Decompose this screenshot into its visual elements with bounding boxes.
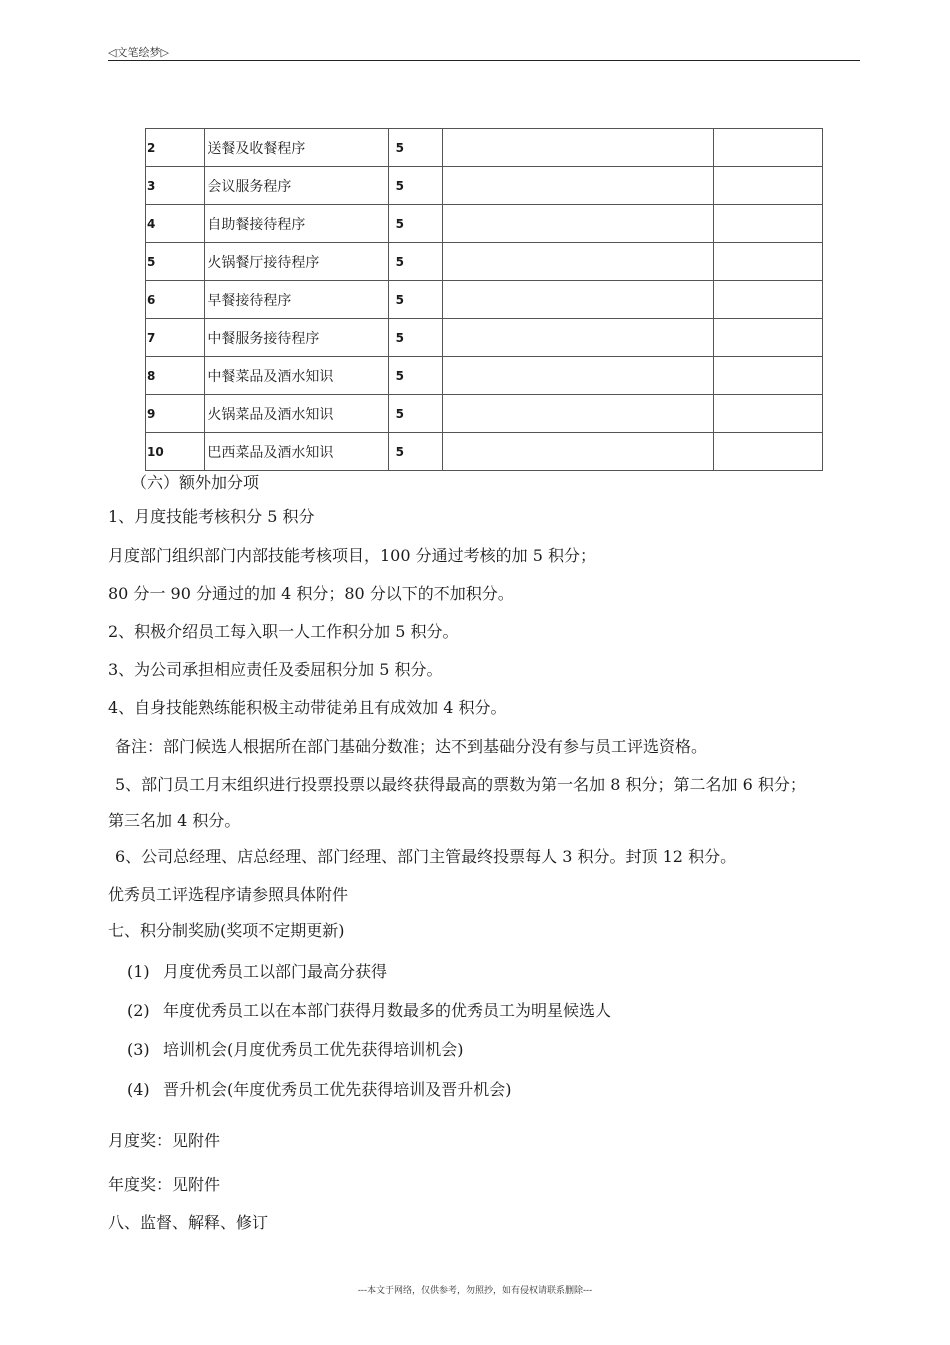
row-item: 火锅餐厅接待程序 (205, 243, 388, 281)
row-blank-cell (443, 243, 714, 281)
row-blank-cell (713, 433, 822, 471)
page-header: ◁文笔绘梦▷ (108, 46, 169, 59)
item-5-line-1: 5、部门员工月末组织进行投票投票以最终获得最高的票数为第一名加 8 积分；第二名加 6 积分； (115, 775, 806, 794)
row-number: 4 (146, 205, 205, 243)
row-points: 5 (388, 395, 442, 433)
row-number: 2 (146, 129, 205, 167)
table-row (146, 395, 823, 433)
table-row (146, 319, 823, 357)
reward-1-number: (1) (127, 962, 150, 981)
row-points: 5 (388, 167, 442, 205)
row-blank-cell (713, 243, 822, 281)
table-row (146, 357, 823, 395)
row-item: 会议服务程序 (205, 167, 388, 205)
header-rule (108, 60, 860, 61)
item-4: 4、自身技能熟练能积极主动带徒弟且有成效加 4 积分。 (108, 698, 507, 717)
table-row (146, 243, 823, 281)
reward-1-text: 月度优秀员工以部门最高分获得 (163, 962, 388, 981)
row-blank-cell (443, 319, 714, 357)
table-row (146, 433, 823, 471)
page-footer: ---本文于网络，仅供参考，勿照抄，如有侵权请联系删除--- (357, 1286, 593, 1296)
row-number: 6 (146, 281, 205, 319)
item-6: 6、公司总经理、店总经理、部门经理、部门主管最终投票每人 3 积分。封顶 12 积分。 (115, 847, 737, 866)
row-points: 5 (388, 129, 442, 167)
item-5-line-2: 第三名加 4 积分。 (108, 811, 241, 830)
reward-2-number: (2) (127, 1001, 150, 1020)
row-item: 早餐接待程序 (205, 281, 388, 319)
row-blank-cell (713, 129, 822, 167)
row-number: 9 (146, 395, 205, 433)
monthly-award: 月度奖：见附件 (108, 1131, 221, 1150)
row-item: 巴西菜品及酒水知识 (205, 433, 388, 471)
note: 备注：部门候选人根据所在部门基础分数准；达不到基础分没有参与员工评选资格。 (115, 737, 708, 756)
row-blank-cell (443, 205, 714, 243)
item-1-title: 1、月度技能考核积分 5 积分 (108, 507, 315, 526)
row-points: 5 (388, 433, 442, 471)
row-item: 自助餐接待程序 (205, 205, 388, 243)
row-number: 7 (146, 319, 205, 357)
row-item: 中餐菜品及酒水知识 (205, 357, 388, 395)
row-number: 3 (146, 167, 205, 205)
item-2: 2、积极介绍员工每入职一人工作积分加 5 积分。 (108, 622, 459, 641)
row-blank-cell (713, 205, 822, 243)
row-blank-cell (443, 357, 714, 395)
table-row (146, 281, 823, 319)
row-blank-cell (713, 319, 822, 357)
row-blank-cell (443, 433, 714, 471)
row-blank-cell (443, 395, 714, 433)
row-blank-cell (713, 281, 822, 319)
score-table-body (146, 129, 823, 471)
reward-3-number: (3) (127, 1040, 150, 1059)
reward-4-number: (4) (127, 1080, 150, 1099)
reward-4-text: 晋升机会(年度优秀员工优先获得培训及晋升机会) (163, 1080, 512, 1099)
row-blank-cell (443, 167, 714, 205)
row-blank-cell (713, 357, 822, 395)
row-number: 5 (146, 243, 205, 281)
row-number: 8 (146, 357, 205, 395)
table-row (146, 129, 823, 167)
row-item: 中餐服务接待程序 (205, 319, 388, 357)
row-item: 送餐及收餐程序 (205, 129, 388, 167)
section-8-heading: 八、监督、解释、修订 (108, 1213, 269, 1232)
row-points: 5 (388, 243, 442, 281)
row-points: 5 (388, 319, 442, 357)
reward-3-text: 培训机会(月度优秀员工优先获得培训机会) (163, 1040, 464, 1059)
row-points: 5 (388, 357, 442, 395)
item-3: 3、为公司承担相应责任及委屈积分加 5 积分。 (108, 660, 443, 679)
reward-2-text: 年度优秀员工以在本部门获得月数最多的优秀员工为明星候选人 (163, 1001, 612, 1020)
row-number: 10 (146, 433, 205, 471)
table-row (146, 205, 823, 243)
row-blank-cell (443, 129, 714, 167)
score-table (145, 128, 823, 471)
row-blank-cell (713, 395, 822, 433)
row-blank-cell (713, 167, 822, 205)
row-points: 5 (388, 205, 442, 243)
row-blank-cell (443, 281, 714, 319)
item-1-line-1: 月度部门组织部门内部技能考核项目，100 分通过考核的加 5 积分； (108, 546, 596, 565)
yearly-award: 年度奖：见附件 (108, 1175, 221, 1194)
row-item: 火锅菜品及酒水知识 (205, 395, 388, 433)
program-reference: 优秀员工评选程序请参照具体附件 (108, 885, 349, 904)
section-6-heading: （六）额外加分项 (131, 473, 260, 492)
item-1-line-2: 80 分一 90 分通过的加 4 积分；80 分以下的不加积分。 (108, 584, 514, 603)
table-row (146, 167, 823, 205)
section-7-heading: 七、积分制奖励(奖项不定期更新) (108, 921, 345, 940)
row-points: 5 (388, 281, 442, 319)
